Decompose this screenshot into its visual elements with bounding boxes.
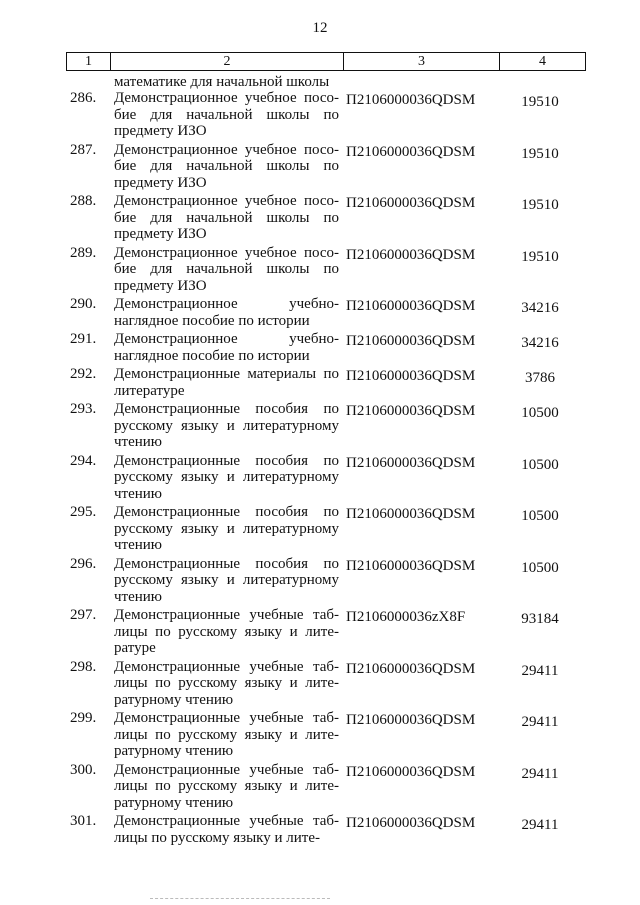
item-name xyxy=(114,245,339,295)
item-name-line: чтению xyxy=(114,485,163,502)
row-number: 290. xyxy=(70,296,97,312)
item-name-line: предмету ИЗО xyxy=(114,277,207,294)
item-name-line: Демонстрационное учебное посо- xyxy=(114,141,339,158)
item-name-line: литературе xyxy=(114,382,185,399)
item-name-line: лицы по русскому языку и лите- xyxy=(114,623,339,640)
item-code: П2106000036QDSM xyxy=(346,246,476,263)
item-name-line: предмету ИЗО xyxy=(114,226,207,242)
item-name-line: лицы по русскому языку и лите- xyxy=(114,778,339,794)
item-name xyxy=(114,710,339,760)
item-quantity: 19510 xyxy=(521,94,559,110)
item-name xyxy=(114,90,339,140)
item-quantity: 29411 xyxy=(521,662,559,679)
item-name-line: ратуре xyxy=(114,640,156,656)
item-code: П2106000036QDSM xyxy=(346,557,476,574)
row-number: 289. xyxy=(70,244,97,261)
item-name-line: наглядное пособие по истории xyxy=(114,347,310,364)
row-number: 297. xyxy=(70,607,97,623)
item-name-line: русскому языку и литературному xyxy=(114,417,339,434)
item-name-line: бие для начальной школы по xyxy=(114,106,339,123)
item-name xyxy=(114,331,339,364)
row-number: 298. xyxy=(70,658,97,675)
item-quantity: 19510 xyxy=(521,197,559,213)
item-name xyxy=(114,401,339,451)
item-quantity: 10500 xyxy=(521,508,559,524)
item-name-line: ратурному чтению xyxy=(114,691,234,708)
item-name-line: Демонстрационные пособия по xyxy=(114,452,339,469)
item-code: П2106000036QDSM xyxy=(346,763,476,780)
item-quantity: 34216 xyxy=(521,335,559,351)
item-name-line: Демонстрационные материалы по xyxy=(114,366,339,382)
item-quantity: 3786 xyxy=(525,370,555,386)
page-number: 12 xyxy=(312,20,328,36)
item-name-line: ратурному чтению xyxy=(114,743,234,759)
item-code: П2106000036QDSM xyxy=(346,195,476,211)
item-code: П2106000036QDSM xyxy=(346,815,476,831)
column-header-table xyxy=(66,52,586,71)
item-name xyxy=(114,659,339,709)
item-name-line: лицы по русскому языку и лите- xyxy=(114,829,320,846)
item-name-line: наглядное пособие по истории xyxy=(114,312,310,329)
scan-edge-mark xyxy=(150,898,330,899)
item-name-line: ратурному чтению xyxy=(114,794,234,811)
row-number: 296. xyxy=(70,555,97,572)
item-code: П2106000036QDSM xyxy=(346,92,476,108)
item-name xyxy=(114,813,339,846)
item-quantity: 10500 xyxy=(521,456,559,473)
item-code: П2106000036QDSM xyxy=(346,454,476,471)
row-number: 293. xyxy=(70,401,97,417)
item-name-line: Демонстрационное учебное посо- xyxy=(114,244,339,261)
item-code: П2106000036QDSM xyxy=(346,660,476,677)
item-name-line: лицы по русскому языку и лите- xyxy=(114,675,339,691)
item-code: П2106000036QDSM xyxy=(346,712,476,728)
column-header-3: 3 xyxy=(344,53,500,71)
item-name-line: предмету ИЗО xyxy=(114,174,207,191)
item-name xyxy=(114,607,339,657)
item-name xyxy=(114,193,339,243)
item-code: П2106000036QDSM xyxy=(346,403,476,419)
item-name xyxy=(114,504,339,554)
item-name-line: Демонстрационные пособия по xyxy=(114,504,339,520)
row-number: 287. xyxy=(70,141,97,158)
column-header-2: 2 xyxy=(111,53,344,71)
item-name xyxy=(114,556,339,606)
item-name-line: Демонстрационные учебные таб- xyxy=(114,761,339,778)
item-name-line: чтению xyxy=(114,537,163,553)
item-quantity: 29411 xyxy=(521,714,559,730)
row-number: 301. xyxy=(70,813,97,829)
item-name-line: Демонстрационное учебное посо- xyxy=(114,193,339,209)
item-name-line: Демонстрационные учебные таб- xyxy=(114,710,339,726)
item-name xyxy=(114,366,339,399)
row-number: 288. xyxy=(70,193,97,209)
item-name-line: Демонстрационные пособия по xyxy=(114,401,339,417)
item-code: П2106000036QDSM xyxy=(346,143,476,160)
item-name-line: бие для начальной школы по xyxy=(114,261,339,277)
column-header-4: 4 xyxy=(500,53,586,71)
item-quantity: 29411 xyxy=(521,765,559,782)
item-code: П2106000036QDSM xyxy=(346,333,476,349)
item-name-line: Демонстрационные учебные таб- xyxy=(114,607,339,623)
item-name-line: лицы по русскому языку и лите- xyxy=(114,726,339,743)
item-quantity: 10500 xyxy=(521,405,559,421)
row-number: 291. xyxy=(70,331,97,347)
item-quantity: 19510 xyxy=(521,248,559,265)
item-name-line: Демонстрационные учебные таб- xyxy=(114,813,339,829)
item-name-line: чтению xyxy=(114,588,163,605)
item-quantity: 34216 xyxy=(521,300,559,316)
column-header-row xyxy=(67,53,586,71)
item-name-line: русскому языку и литературному xyxy=(114,572,339,588)
item-name xyxy=(114,453,339,503)
item-code: П2106000036zX8F xyxy=(346,609,466,625)
item-name xyxy=(114,142,339,192)
item-name-line: Демонстрационное учебно- xyxy=(114,331,339,347)
item-quantity: 29411 xyxy=(521,817,559,833)
item-name-line: Демонстрационное учебно- xyxy=(114,296,339,312)
item-name-line: русскому языку и литературному xyxy=(114,469,339,485)
item-name-line: бие для начальной школы по xyxy=(114,209,339,226)
item-quantity: 93184 xyxy=(521,611,559,627)
item-name-line: Демонстрационное учебное посо- xyxy=(114,90,339,106)
row-number: 294. xyxy=(70,452,97,469)
column-header-1: 1 xyxy=(67,53,111,71)
item-name xyxy=(114,762,339,812)
continuation-text: математике для начальной школы xyxy=(114,74,330,90)
item-name-line: бие для начальной школы по xyxy=(114,158,339,174)
row-number: 295. xyxy=(70,504,97,520)
item-code: П2106000036QDSM xyxy=(346,506,476,522)
item-name-line: Демонстрационные пособия по xyxy=(114,555,339,572)
row-number: 292. xyxy=(70,366,97,382)
item-name-line: Демонстрационные учебные таб- xyxy=(114,658,339,675)
item-code: П2106000036QDSM xyxy=(346,368,476,384)
item-code: П2106000036QDSM xyxy=(346,298,476,314)
item-name xyxy=(114,296,339,329)
row-number: 286. xyxy=(70,90,97,106)
row-number: 300. xyxy=(70,761,97,778)
item-name-line: русскому языку и литературному xyxy=(114,520,339,537)
item-quantity: 19510 xyxy=(521,145,559,162)
item-quantity: 10500 xyxy=(521,559,559,576)
item-name-line: предмету ИЗО xyxy=(114,123,207,139)
item-name-line: чтению xyxy=(114,434,163,450)
row-number: 299. xyxy=(70,710,97,726)
